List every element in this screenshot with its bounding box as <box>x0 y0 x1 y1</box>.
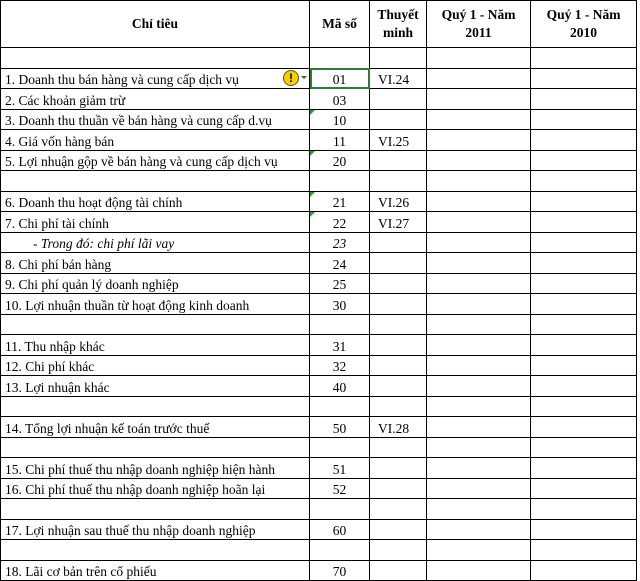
indicator-cell-text: 3. Doanh thu thuần về bán hàng và cung cấp d.vụ <box>5 113 272 128</box>
indicator-cell[interactable] <box>1 48 310 69</box>
value-cell-2010[interactable] <box>531 376 637 397</box>
value-cell-2011[interactable] <box>427 458 531 479</box>
header-row <box>1 1 637 48</box>
indicator-cell-text: 18. Lãi cơ bản trên cổ phiếu <box>5 564 157 579</box>
code-cell[interactable] <box>310 437 370 458</box>
value-cell-2010[interactable] <box>531 232 637 253</box>
code-cell[interactable] <box>310 89 370 110</box>
table-row <box>1 212 637 233</box>
header-q1-2011-line1: Quý 1 - Năm <box>441 7 516 22</box>
value-cell-2011[interactable] <box>427 109 531 130</box>
indicator-cell-text: 8. Chi phí bán hàng <box>5 256 112 272</box>
value-cell-2010[interactable] <box>531 560 637 581</box>
note-cell[interactable] <box>370 171 427 192</box>
indicator-cell-text: 10. Lợi nhuận thuần từ hoạt động kinh doanh <box>5 297 250 313</box>
spacer-row <box>1 396 637 417</box>
value-cell-2011[interactable] <box>427 437 531 458</box>
table-row <box>1 417 637 438</box>
indicator-cell[interactable] <box>1 232 310 253</box>
value-cell-2010[interactable] <box>531 150 637 171</box>
indicator-cell[interactable] <box>1 458 310 479</box>
code-cell[interactable] <box>310 314 370 335</box>
table-row <box>1 560 637 581</box>
indicator-cell-text: 12. Chi phí khác <box>5 359 95 374</box>
value-cell-2011[interactable] <box>427 560 531 581</box>
note-cell[interactable] <box>370 478 427 499</box>
note-cell[interactable] <box>370 335 427 356</box>
indicator-cell[interactable] <box>1 499 310 520</box>
value-cell-2010[interactable] <box>531 355 637 376</box>
value-cell-2011[interactable] <box>427 417 531 438</box>
value-cell-2010[interactable] <box>531 294 637 315</box>
indicator-cell[interactable] <box>1 68 310 89</box>
header-note-line2: minh <box>382 25 413 40</box>
indicator-cell[interactable] <box>1 273 310 294</box>
spacer-row <box>1 540 637 561</box>
header-code[interactable] <box>310 1 370 48</box>
value-cell-2010[interactable] <box>531 478 637 499</box>
value-cell-2010[interactable] <box>531 273 637 294</box>
warning-icon[interactable]: ! <box>283 70 299 86</box>
value-cell-2011[interactable] <box>427 232 531 253</box>
indicator-cell-text: 14. Tổng lợi nhuận kế toán trước thuế <box>5 420 210 436</box>
code-cell[interactable] <box>310 540 370 561</box>
value-cell-2011[interactable] <box>427 355 531 376</box>
indicator-cell-text: 15. Chi phí thuế thu nhập doanh nghiệp hiện hành <box>5 461 275 477</box>
code-cell-text: 21 <box>332 195 347 210</box>
table-row <box>1 478 637 499</box>
indicator-cell[interactable] <box>1 212 310 233</box>
value-cell-2011[interactable] <box>427 335 531 356</box>
indicator-cell[interactable] <box>1 171 310 192</box>
note-cell[interactable] <box>370 540 427 561</box>
table-row <box>1 68 637 89</box>
value-cell-2011[interactable] <box>427 478 531 499</box>
note-cell[interactable] <box>370 294 427 315</box>
value-cell-2011[interactable] <box>427 376 531 397</box>
code-cell[interactable] <box>310 499 370 520</box>
header-indicator-label: Chỉ tiêu <box>131 16 179 31</box>
indicator-cell[interactable] <box>1 314 310 335</box>
indicator-cell[interactable] <box>1 478 310 499</box>
note-cell-text: VI.26 <box>378 195 410 210</box>
spacer-row <box>1 314 637 335</box>
error-indicator-triangle <box>310 192 315 197</box>
code-cell-text: 01 <box>332 72 347 87</box>
value-cell-2010[interactable] <box>531 253 637 274</box>
chevron-down-icon[interactable] <box>301 76 307 79</box>
value-cell-2011[interactable] <box>427 89 531 110</box>
note-cell[interactable] <box>370 355 427 376</box>
note-cell[interactable] <box>370 232 427 253</box>
table-row <box>1 294 637 315</box>
value-cell-2011[interactable] <box>427 171 531 192</box>
indicator-cell-text: 7. Chi phí tài chính <box>5 215 109 231</box>
error-indicator-triangle <box>310 151 315 156</box>
value-cell-2011[interactable] <box>427 519 531 540</box>
value-cell-2010[interactable] <box>531 437 637 458</box>
code-cell[interactable] <box>310 150 370 171</box>
code-cell-text: 10 <box>332 113 347 128</box>
spacer-row <box>1 48 637 69</box>
value-cell-2011[interactable] <box>427 48 531 69</box>
error-indicator-triangle <box>310 110 315 115</box>
indicator-cell-text: 17. Lợi nhuận sau thuế thu nhập doanh nghiệp <box>5 523 256 538</box>
note-cell[interactable] <box>370 376 427 397</box>
error-indicator-triangle <box>310 212 315 217</box>
note-cell[interactable] <box>370 417 427 438</box>
note-cell[interactable] <box>370 130 427 151</box>
sheet-body <box>1 48 637 581</box>
note-cell[interactable] <box>370 253 427 274</box>
header-indicator[interactable] <box>1 1 310 48</box>
spacer-row <box>1 437 637 458</box>
indicator-cell[interactable] <box>1 150 310 171</box>
header-q1-2010[interactable] <box>531 1 637 48</box>
value-cell-2011[interactable] <box>427 273 531 294</box>
code-cell-text: 60 <box>332 523 347 538</box>
value-cell-2011[interactable] <box>427 540 531 561</box>
indicator-cell-text: 2. Các khoản giảm trừ <box>5 92 126 108</box>
note-cell[interactable] <box>370 499 427 520</box>
value-cell-2011[interactable] <box>427 68 531 89</box>
value-cell-2010[interactable] <box>531 68 637 89</box>
header-note-line1: Thuyết <box>377 7 419 22</box>
indicator-cell-text: 1. Doanh thu bán hàng và cung cấp dịch vụ <box>5 72 239 87</box>
value-cell-2010[interactable] <box>531 212 637 233</box>
code-cell-text: 20 <box>332 154 347 169</box>
table-row <box>1 253 637 274</box>
indicator-cell[interactable] <box>1 130 310 151</box>
note-cell[interactable] <box>370 48 427 69</box>
indicator-cell[interactable] <box>1 253 310 274</box>
code-cell-text: 52 <box>332 482 347 497</box>
note-cell-text: VI.28 <box>378 420 410 436</box>
table-row <box>1 335 637 356</box>
code-cell-text: 11 <box>333 133 346 149</box>
code-cell-text: 32 <box>332 359 347 374</box>
code-cell[interactable] <box>310 458 370 479</box>
indicator-cell[interactable] <box>1 560 310 581</box>
value-cell-2010[interactable] <box>531 191 637 212</box>
note-cell[interactable] <box>370 396 427 417</box>
code-cell[interactable] <box>310 253 370 274</box>
value-cell-2010[interactable] <box>531 130 637 151</box>
code-cell-text: 24 <box>332 256 347 272</box>
indicator-cell-text: 16. Chi phí thuế thu nhập doanh nghiệp hoãn lại <box>5 482 266 497</box>
indicator-cell-text: 13. Lợi nhuận khác <box>5 379 110 395</box>
indicator-cell-text: 11. Thu nhập khác <box>5 338 105 354</box>
value-cell-2011[interactable] <box>427 130 531 151</box>
value-cell-2010[interactable] <box>531 519 637 540</box>
value-cell-2011[interactable] <box>427 150 531 171</box>
code-cell[interactable] <box>310 232 370 253</box>
spacer-row <box>1 171 637 192</box>
table-row <box>1 150 637 171</box>
header-q1-2011-line2: 2011 <box>465 25 492 40</box>
indicator-cell-text: 4. Giá vốn hàng bán <box>5 133 115 149</box>
code-cell-text: 23 <box>332 236 347 251</box>
header-q1-2011[interactable] <box>427 1 531 48</box>
code-cell-text: 31 <box>332 338 347 354</box>
value-cell-2010[interactable] <box>531 417 637 438</box>
indicator-cell[interactable] <box>1 335 310 356</box>
indicator-cell[interactable] <box>1 355 310 376</box>
note-cell[interactable] <box>370 314 427 335</box>
table-row <box>1 130 637 151</box>
code-cell-text: 70 <box>332 564 347 579</box>
indicator-cell[interactable] <box>1 437 310 458</box>
indicator-cell-text: 6. Doanh thu hoạt động tài chính <box>5 195 183 210</box>
table-row <box>1 232 637 253</box>
value-cell-2011[interactable] <box>427 253 531 274</box>
note-cell-text: VI.25 <box>378 133 410 149</box>
value-cell-2010[interactable] <box>531 458 637 479</box>
indicator-cell[interactable] <box>1 294 310 315</box>
code-cell[interactable] <box>310 109 370 130</box>
code-cell[interactable] <box>310 68 370 89</box>
value-cell-2011[interactable] <box>427 314 531 335</box>
code-cell-text: 50 <box>332 420 347 436</box>
indicator-cell-text: 5. Lợi nhuận gộp về bán hàng và cung cấp dịch vụ <box>5 154 278 169</box>
indicator-cell[interactable] <box>1 519 310 540</box>
table-row <box>1 191 637 212</box>
code-cell[interactable] <box>310 171 370 192</box>
indicator-cell[interactable] <box>1 417 310 438</box>
note-cell[interactable] <box>370 109 427 130</box>
code-cell[interactable] <box>310 519 370 540</box>
value-cell-2011[interactable] <box>427 294 531 315</box>
table-row <box>1 519 637 540</box>
spacer-row <box>1 499 637 520</box>
note-cell[interactable] <box>370 191 427 212</box>
value-cell-2010[interactable] <box>531 48 637 69</box>
table-row <box>1 109 637 130</box>
header-q1-2010-line1: Quý 1 - Năm <box>546 7 621 22</box>
table-row <box>1 376 637 397</box>
note-cell[interactable] <box>370 150 427 171</box>
note-cell-text: VI.24 <box>378 72 410 87</box>
indicator-cell[interactable] <box>1 89 310 110</box>
header-q1-2010-line2: 2010 <box>570 25 597 40</box>
header-note[interactable] <box>370 1 427 48</box>
code-cell[interactable] <box>310 355 370 376</box>
code-cell[interactable] <box>310 212 370 233</box>
code-cell[interactable] <box>310 294 370 315</box>
value-cell-2010[interactable] <box>531 335 637 356</box>
indicator-cell-text: 9. Chi phí quản lý doanh nghiệp <box>5 277 179 292</box>
table-row <box>1 458 637 479</box>
table-row <box>1 89 637 110</box>
table-row <box>1 355 637 376</box>
table-row <box>1 273 637 294</box>
indicator-cell[interactable] <box>1 109 310 130</box>
value-cell-2011[interactable] <box>427 212 531 233</box>
indicator-cell[interactable] <box>1 540 310 561</box>
indicator-cell[interactable] <box>1 191 310 212</box>
note-cell[interactable] <box>370 560 427 581</box>
value-cell-2010[interactable] <box>531 540 637 561</box>
code-cell[interactable] <box>310 417 370 438</box>
code-cell-text: 22 <box>332 215 347 231</box>
code-cell[interactable] <box>310 191 370 212</box>
header-code-label: Mã số <box>322 16 357 31</box>
code-cell-text: 51 <box>332 461 347 477</box>
code-cell[interactable] <box>310 478 370 499</box>
code-cell[interactable] <box>310 130 370 151</box>
code-cell-text: 25 <box>332 277 347 292</box>
note-cell[interactable] <box>370 273 427 294</box>
note-cell[interactable] <box>370 519 427 540</box>
indicator-cell-text: - Trong đó: chi phí lãi vay <box>33 236 175 251</box>
code-cell[interactable] <box>310 335 370 356</box>
note-cell[interactable] <box>370 68 427 89</box>
value-cell-2010[interactable] <box>531 396 637 417</box>
value-cell-2010[interactable] <box>531 171 637 192</box>
value-cell-2011[interactable] <box>427 499 531 520</box>
value-cell-2010[interactable] <box>531 109 637 130</box>
code-cell-text: 40 <box>332 379 347 395</box>
note-cell[interactable] <box>370 212 427 233</box>
indicator-cell[interactable] <box>1 376 310 397</box>
note-cell[interactable] <box>370 458 427 479</box>
code-cell-text: 03 <box>332 92 347 108</box>
value-cell-2011[interactable] <box>427 396 531 417</box>
value-cell-2010[interactable] <box>531 89 637 110</box>
value-cell-2010[interactable] <box>531 314 637 335</box>
indicator-cell[interactable] <box>1 396 310 417</box>
note-cell[interactable] <box>370 437 427 458</box>
value-cell-2010[interactable] <box>531 499 637 520</box>
value-cell-2011[interactable] <box>427 191 531 212</box>
code-cell[interactable] <box>310 48 370 69</box>
code-cell[interactable] <box>310 560 370 581</box>
code-cell[interactable] <box>310 376 370 397</box>
note-cell[interactable] <box>370 89 427 110</box>
code-cell[interactable] <box>310 273 370 294</box>
code-cell[interactable] <box>310 396 370 417</box>
note-cell-text: VI.27 <box>378 215 410 231</box>
code-cell-text: 30 <box>332 297 347 313</box>
